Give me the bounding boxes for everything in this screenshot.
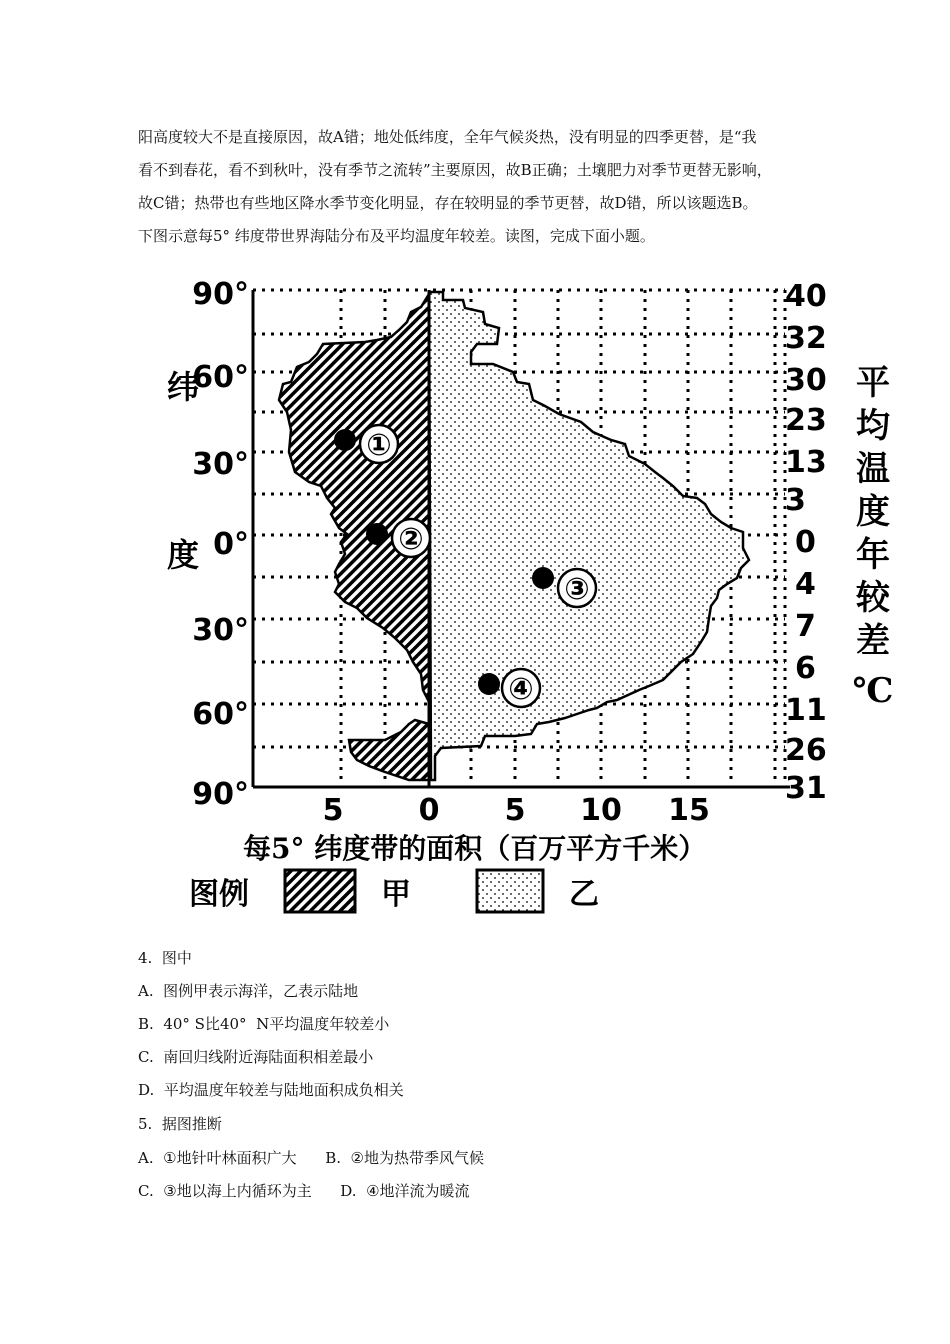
range-tick-9: 6 [795,651,816,686]
question-5-options-ab: A. ①地针叶林面积广大 B. ②地为热带季风气候 [138,1149,484,1167]
question-5-stem: 5. 据图推断 [138,1115,222,1133]
question-4-option-c: C. 南回归线附近海陆面积相差最小 [138,1048,374,1066]
legend-label-yi: 乙 [569,877,599,912]
question-4-option-d: D. 平均温度年较差与陆地面积成负相关 [138,1081,404,1099]
x-tick-5: 5 [504,793,526,828]
area-yi-dotted [429,292,749,780]
svg-text:℃: ℃ [852,671,894,711]
land-sea-figure [145,272,894,922]
range-tick-3: 23 [785,403,827,438]
point-3-label: ③ [564,572,590,607]
figure-svg [145,272,894,922]
area-jia-hatched [279,294,429,702]
range-ticks [785,279,827,806]
range-tick-6: 0 [795,525,816,560]
range-tick-5: 3 [785,483,806,518]
point-2-label: ② [398,522,424,557]
range-tick-11: 26 [785,733,827,768]
lat-tick-60s: 60° [192,697,249,732]
range-tick-10: 11 [785,693,827,728]
x-tick-15: 15 [668,793,710,828]
question-5-options-cd: C. ③地以海上内循环为主 D. ④地洋流为暖流 [138,1182,470,1200]
point-1-label: ① [366,428,392,463]
explanation-line-2: 看不到春花，看不到秋叶，没有季节之流转”主要原因，故B正确；土壤肥力对季节更替无影响， [138,161,772,179]
question-4-stem: 4. 图中 [138,949,192,967]
lat-label-2: 度 [167,536,200,574]
lat-tick-0: 0° [213,527,249,562]
x-tick-0: 0 [418,793,440,828]
point-4-label: ④ [508,672,534,707]
x-ticks [323,793,710,828]
x-tick-5-left: 5 [322,793,344,828]
svg-text:年: 年 [856,535,890,575]
lat-label-1: 纬 [167,368,200,406]
x-axis-label: 每5° 纬度带的面积（百万平方千米） [243,832,707,865]
range-label [853,363,894,711]
range-tick-7: 4 [795,567,816,602]
x-tick-10: 10 [580,793,622,828]
explanation-paragraph [138,121,838,253]
legend-label-jia: 甲 [381,877,411,912]
range-tick-12: 31 [785,771,827,806]
range-tick-4: 13 [785,445,827,480]
range-tick-0: 40 [785,279,827,314]
range-tick-1: 32 [785,321,827,356]
svg-text:差: 差 [856,621,890,661]
area-jia-south [349,720,429,780]
figure-intro: 下图示意每5° 纬度带世界海陆分布及平均温度年较差。读图，完成下面小题。 [138,227,655,245]
explanation-line-1: 阳高度较大不是直接原因，故A错；地处低纬度，全年气候炎热，没有明显的四季更替，是“我 [138,128,757,146]
svg-text:较: 较 [856,578,890,618]
range-tick-8: 7 [795,609,816,644]
svg-text:度: 度 [856,492,890,532]
svg-text:平: 平 [856,363,890,403]
range-tick-2: 30 [785,363,827,398]
legend-swatch-yi [477,870,543,912]
legend-swatch-jia [285,870,355,912]
lat-tick-60n: 60° [192,360,249,395]
question-4-option-a: A. 图例甲表示海洋，乙表示陆地 [138,982,359,1000]
lat-tick-30n: 30° [192,447,249,482]
svg-text:均: 均 [856,406,890,446]
lat-tick-90s: 90° [192,777,249,812]
question-4-option-b: B. 40° S比40° N平均温度年较差小 [138,1015,390,1033]
legend [189,870,599,912]
explanation-line-3: 故C错；热带也有些地区降水季节变化明显，存在较明显的季节更替，故D错，所以该题选B。 [138,194,758,212]
legend-title: 图例 [189,877,249,912]
lat-ticks [192,277,249,812]
lat-tick-90n: 90° [192,277,249,312]
lat-tick-30s: 30° [192,613,249,648]
svg-text:温: 温 [856,449,890,489]
